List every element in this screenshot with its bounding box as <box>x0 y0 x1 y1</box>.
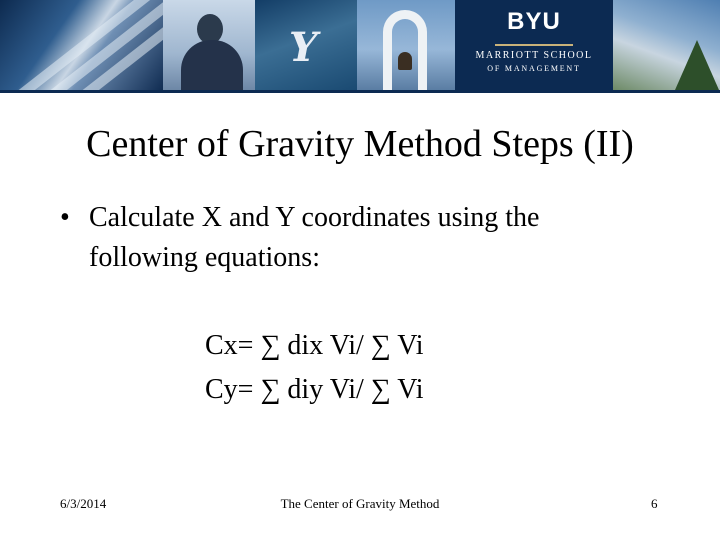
y-logo-icon: Y <box>289 24 318 71</box>
equation-cy: Cy= ∑ diy Vi/ ∑ Vi <box>205 374 424 405</box>
statue-photo <box>163 0 255 90</box>
bullet-icon: • <box>60 202 70 233</box>
school-name-line1: MARRIOTT SCHOOL <box>475 50 593 61</box>
bullet-text: Calculate X and Y coordinates using the following equations: <box>89 202 540 273</box>
footer-date: 6/3/2014 <box>60 496 107 511</box>
header-divider <box>0 90 720 93</box>
slide-title: Center of Gravity Method Steps (II) <box>86 123 634 165</box>
building-photo <box>0 0 163 90</box>
school-name-line2: OF MANAGEMENT <box>487 64 581 73</box>
y-mountain-photo <box>255 0 357 90</box>
bell-icon <box>398 52 412 70</box>
byu-logo <box>455 0 613 90</box>
bell-tower-photo <box>357 0 455 90</box>
brand-name: BYU <box>507 8 561 35</box>
page-number: 6 <box>651 496 658 511</box>
footer-title: The Center of Gravity Method <box>280 496 440 511</box>
header-banner <box>0 0 720 90</box>
equation-cx: Cx= ∑ dix Vi/ ∑ Vi <box>205 330 424 361</box>
campus-photo <box>613 0 720 90</box>
logo-rule <box>495 44 573 46</box>
